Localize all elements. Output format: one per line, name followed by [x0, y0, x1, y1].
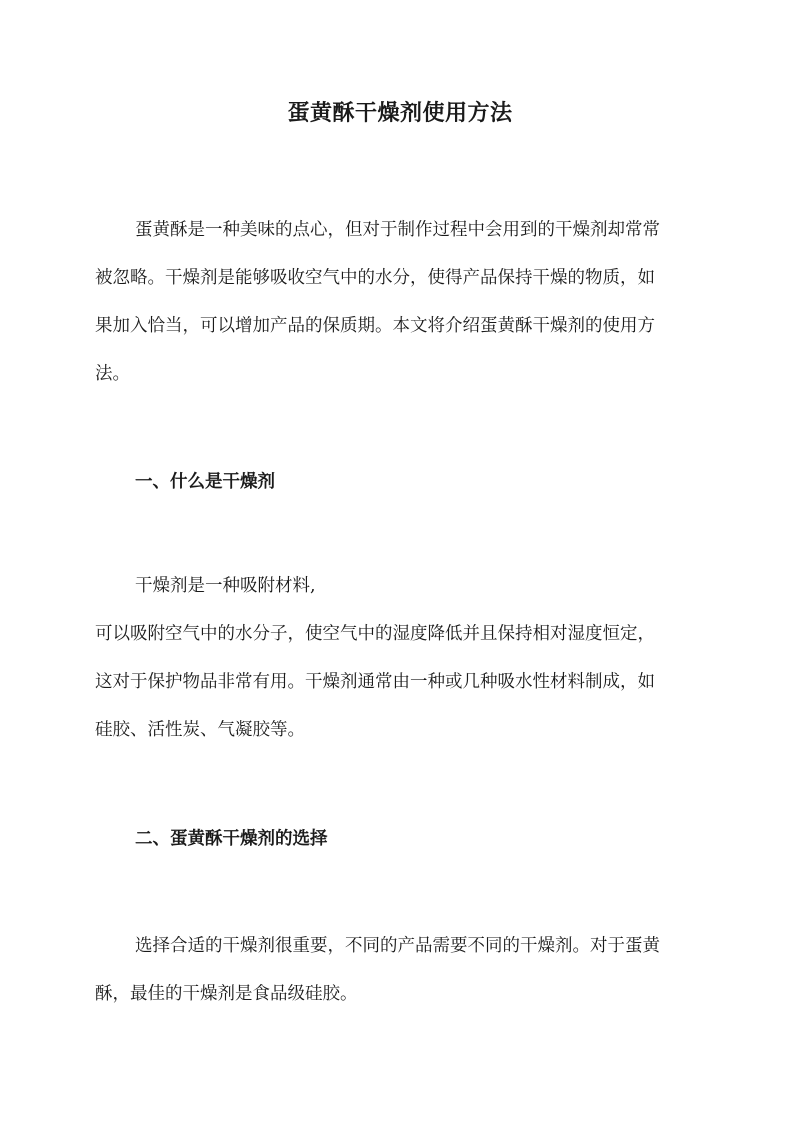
paragraph-line: 硅胶、活性炭、气凝胶等。	[95, 720, 305, 740]
section-heading: 二、蛋黄酥干燥剂的选择	[135, 829, 328, 849]
paragraph-line: 干燥剂是一种吸附材料,	[135, 576, 316, 596]
paragraph-line: 这对于保护物品非常有用。干燥剂通常由一种或几种吸水性材料制成，如	[95, 672, 655, 692]
section2-paragraph	[95, 922, 705, 1018]
paragraph-line: 蛋黄酥是一种美味的点心，但对于制作过程中会用到的干燥剂却常常	[135, 220, 660, 240]
paragraph-line: 法。	[95, 364, 130, 384]
section1-paragraph	[95, 562, 705, 754]
paragraph-line: 被忽略。干燥剂是能够吸收空气中的水分，使得产品保持干燥的物质，如	[95, 268, 655, 288]
paragraph-line: 酥，最佳的干燥剂是食品级硅胶。	[95, 984, 358, 1004]
section-heading: 一、什么是干燥剂	[135, 472, 275, 492]
paragraph-line: 可以吸附空气中的水分子，使空气中的湿度降低并且保持相对湿度恒定，	[95, 624, 655, 644]
intro-paragraph	[95, 206, 705, 398]
document-title: 蛋黄酥干燥剂使用方法	[287, 100, 513, 126]
paragraph-line: 果加入恰当，可以增加产品的保质期。本文将介绍蛋黄酥干燥剂的使用方	[95, 316, 655, 336]
paragraph-line: 选择合适的干燥剂很重要，不同的产品需要不同的干燥剂。对于蛋黄	[135, 936, 660, 956]
